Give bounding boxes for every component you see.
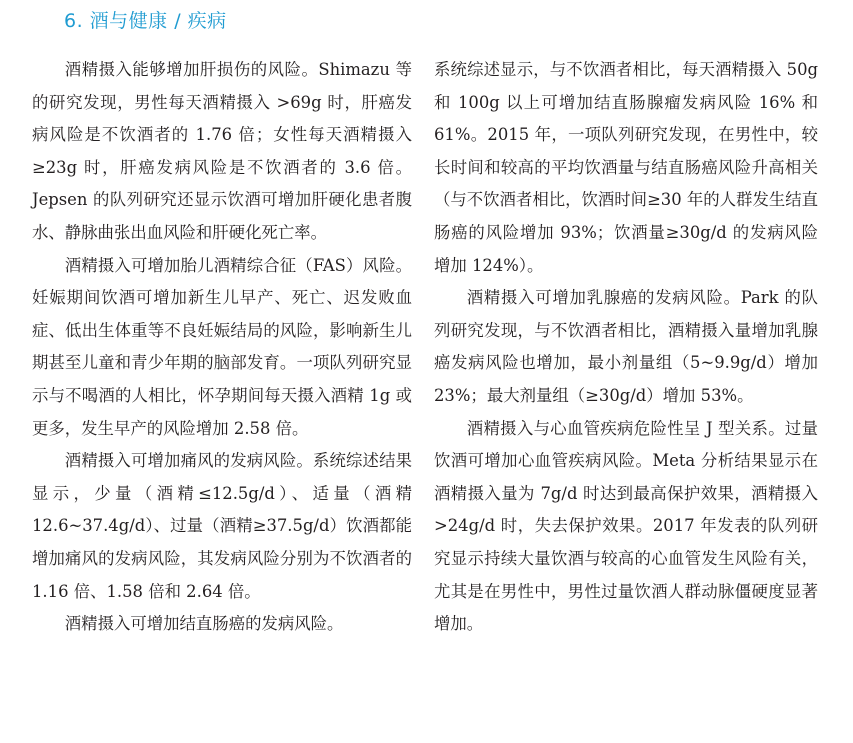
right-text-column [434,54,818,641]
paragraph-breast-cancer: 酒精摄入可增加乳腺癌的发病风险。Park 的队列研究发现，与不饮酒者相比，酒精摄入量增加乳腺癌发病风险也增加，最小剂量组（5~9.9g/d）增加 23%；最大剂量组（≥30g/d）增加 53%。 [434,288,818,405]
paragraph-colorectal-cancer-intro: 酒精摄入可增加结直肠癌的发病风险。 [64,614,344,634]
section-heading: 6. 酒与健康 / 疾病 [64,10,227,32]
paragraph-liver-damage: 酒精摄入能够增加肝损伤的风险。Shimazu 等的研究发现，男性每天酒精摄入 >69g 时，肝癌发病风险是不饮酒者的 1.76 倍；女性每天酒精摄入≥23g 时，肝癌发病风险是不饮酒者的 3.6 倍。Jepsen 的队列研究还显示饮酒可增加肝硬化患者腹水、静脉曲张出血风险和肝硬化死亡率。 [32,60,412,242]
paragraph-gout: 酒精摄入可增加痛风的发病风险。系统综述结果显示，少量（酒精≤12.5g/d）、适量（酒精 12.6~37.4g/d）、过量（酒精≥37.5g/d）饮酒都能增加痛风的发病风险，其发病风险分别为不饮酒者的 1.16 倍、1.58 倍和 2.64 倍。 [32,451,412,601]
paragraph-fetal-alcohol-syndrome: 酒精摄入可增加胎儿酒精综合征（FAS）风险。妊娠期间饮酒可增加新生儿早产、死亡、迟发败血症、低出生体重等不良妊娠结局的风险，影响新生儿期甚至儿童和青少年期的脑部发育。一项队列研究显示与不喝酒的人相比，怀孕期间每天摄入酒精 1g 或更多，发生早产的风险增加 2.58 倍。 [32,255,412,438]
paragraph-colorectal-cancer-continued: 系统综述显示，与不饮酒者相比，每天酒精摄入 50g 和 100g 以上可增加结直肠腺瘤发病风险 16% 和 61%。2015 年，一项队列研究发现，在男性中，较长时间和较高的平均饮酒量与结直肠癌风险升高相关（与不饮酒者相比，饮酒时间≥30 年的人群发生结直肠癌的风险增加 93%；饮酒量≥30g/d 的发病风险增加 124%）。 [434,60,819,275]
paragraph-cardiovascular: 酒精摄入与心血管疾病危险性呈 J 型关系。过量饮酒可增加心血管疾病风险。Meta 分析结果显示在酒精摄入量为 7g/d 时达到最高保护效果，酒精摄入 >24g/d 时，失去保护效果。2017 年发表的队列研究显示持续大量饮酒与较高的心血管发生风险有关，尤其是在男性中，男性过量饮酒人群动脉僵硬度显著增加。 [434,418,818,634]
left-text-column [32,54,412,641]
